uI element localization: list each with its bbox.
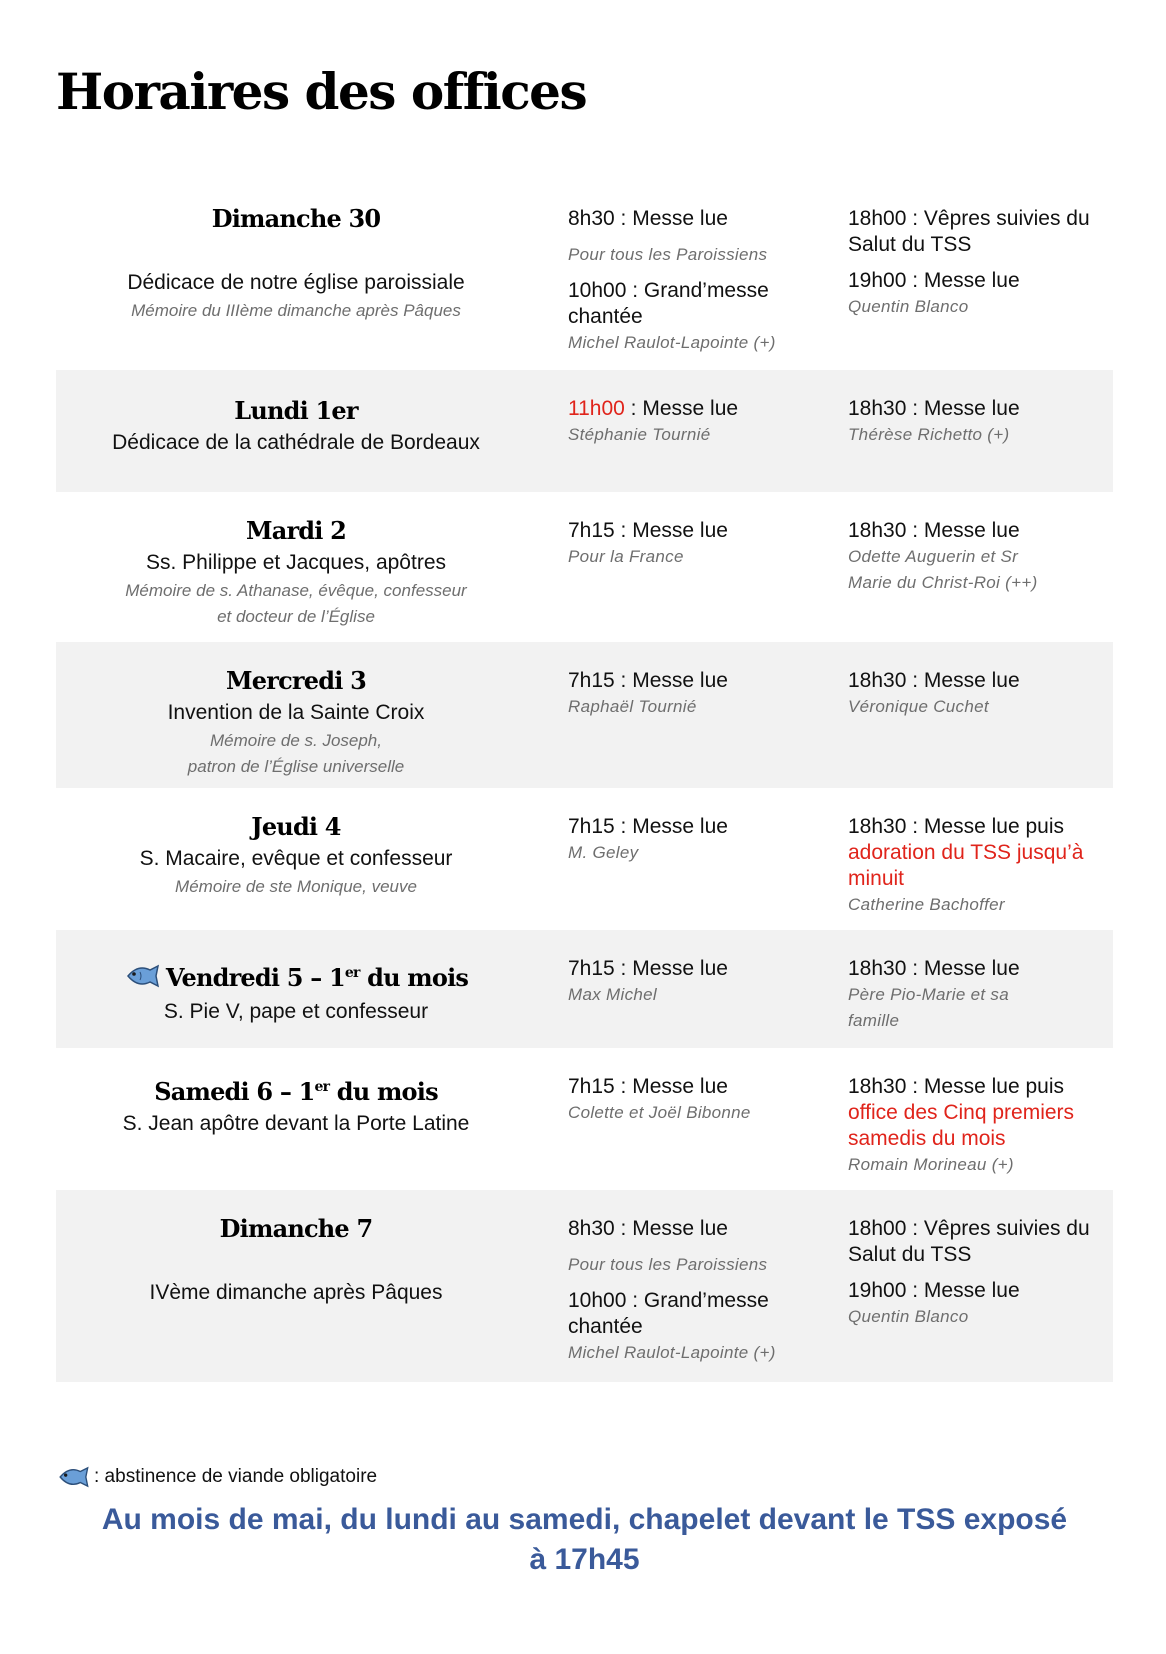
legend bbox=[56, 1466, 377, 1494]
memorial-note: Mémoire de s. Athanase, évêque, confesseur bbox=[125, 581, 467, 600]
mass-intention: Raphaël Tournié bbox=[568, 697, 697, 716]
memorial-note: Mémoire du IIIème dimanche après Pâques bbox=[131, 301, 461, 320]
service-entry: 18h30 : Messe lue bbox=[848, 397, 1020, 420]
day-name: Mercredi 3 bbox=[226, 666, 366, 695]
memorial-note: et docteur de l’Église bbox=[217, 607, 375, 626]
feast-name: Ss. Philippe et Jacques, apôtres bbox=[145, 551, 446, 574]
mass-intention: Michel Raulot-Lapointe (+) bbox=[568, 333, 776, 352]
day-row bbox=[56, 1048, 1113, 1190]
mass-intention: Max Michel bbox=[568, 985, 657, 1004]
mass-intention: Pour tous les Paroissiens bbox=[568, 1255, 768, 1274]
day-row bbox=[56, 788, 1113, 930]
mass-intention: Stéphanie Tournié bbox=[568, 425, 711, 444]
service-entry: 19h00 : Messe lue bbox=[848, 269, 1020, 292]
mass-intention: Pour la France bbox=[568, 547, 684, 566]
service-entry: 7h15 : Messe lue bbox=[568, 815, 728, 838]
feast-name: Invention de la Sainte Croix bbox=[167, 701, 425, 724]
feast-name: Dédicace de notre église paroissiale bbox=[127, 271, 465, 294]
mass-intention: Romain Morineau (+) bbox=[848, 1155, 1014, 1174]
service-entry: 18h30 : Messe lue bbox=[848, 957, 1020, 980]
day-row bbox=[56, 492, 1113, 642]
feast-name: IVème dimanche après Pâques bbox=[149, 1281, 443, 1304]
feast-name: S. Pie V, pape et confesseur bbox=[163, 999, 429, 1023]
service-entry: 18h30 : Messe lue bbox=[848, 519, 1020, 542]
feast-name: S. Jean apôtre devant la Porte Latine bbox=[122, 1112, 470, 1135]
service-entry: 10h00 : Grand’messe chantée bbox=[568, 1289, 769, 1338]
day-row bbox=[56, 1190, 1113, 1382]
day-row bbox=[56, 370, 1113, 492]
schedule-table bbox=[56, 198, 1113, 1382]
fish-icon bbox=[124, 963, 160, 997]
service-entry: 7h15 : Messe lue bbox=[568, 669, 728, 692]
mass-intention: Marie du Christ-Roi (++) bbox=[848, 573, 1038, 592]
legend-text: : abstinence de viande obligatoire bbox=[94, 1466, 378, 1487]
service-entry: 7h15 : Messe lue bbox=[568, 957, 728, 980]
memorial-note: Mémoire de s. Joseph, bbox=[210, 731, 382, 750]
memorial-note: patron de l’Église universelle bbox=[187, 757, 405, 776]
day-name: Samedi 6 – 1er du mois bbox=[154, 1077, 438, 1106]
day-name: Vendredi 5 – 1er du mois bbox=[56, 956, 536, 997]
mass-intention: Véronique Cuchet bbox=[848, 697, 989, 716]
mass-intention: Michel Raulot-Lapointe (+) bbox=[568, 1343, 776, 1362]
mass-intention: Père Pio-Marie et sa bbox=[848, 985, 1009, 1004]
mass-intention: Thérèse Richetto (+) bbox=[848, 425, 1010, 444]
service-entry: 7h15 : Messe lue bbox=[568, 1075, 728, 1098]
service-entry: 11h00 : Messe lue bbox=[568, 397, 739, 420]
service-entry: 18h00 : Vêpres suivies du Salut du TSS bbox=[848, 1217, 1090, 1266]
service-entry: 8h30 : Messe lue bbox=[568, 207, 728, 230]
office-note: office des Cinq premiers samedis du mois bbox=[848, 1101, 1075, 1150]
service-entry: 7h15 : Messe lue bbox=[568, 519, 728, 542]
page-title: Horaires des offices bbox=[56, 62, 587, 121]
day-row bbox=[56, 198, 1113, 370]
feast-name: S. Macaire, evêque et confesseur bbox=[139, 847, 453, 870]
fish-icon bbox=[56, 1466, 90, 1494]
service-entry: 18h30 : Messe lue puis adoration du TSS jusqu’à minuit bbox=[848, 815, 1084, 890]
service-entry: 18h30 : Messe lue bbox=[848, 669, 1020, 692]
adoration-note: adoration du TSS jusqu’à minuit bbox=[848, 841, 1084, 890]
feast-name: Dédicace de la cathédrale de Bordeaux bbox=[112, 431, 480, 454]
mass-intention: M. Geley bbox=[568, 843, 639, 862]
service-entry: 18h30 : Messe lue puis office des Cinq premiers samedis du mois bbox=[848, 1075, 1075, 1150]
mass-intention: Catherine Bachoffer bbox=[848, 895, 1005, 914]
mass-intention: Quentin Blanco bbox=[848, 297, 969, 316]
rosary-announcement: Au mois de mai, du lundi au samedi, chapelet devant le TSS exposé à 17h45 bbox=[101, 1503, 1068, 1576]
day-name: Dimanche 30 bbox=[211, 204, 381, 233]
mass-intention: Colette et Joël Bibonne bbox=[568, 1103, 751, 1122]
day-row bbox=[56, 642, 1113, 788]
service-entry: 10h00 : Grand’messe chantée bbox=[568, 279, 769, 328]
memorial-note: Mémoire de ste Monique, veuve bbox=[175, 877, 417, 896]
day-name: Dimanche 7 bbox=[219, 1214, 373, 1243]
service-entry: 19h00 : Messe lue bbox=[848, 1279, 1020, 1302]
service-entry: 8h30 : Messe lue bbox=[568, 1217, 728, 1240]
mass-intention: Quentin Blanco bbox=[848, 1307, 969, 1326]
day-row bbox=[56, 930, 1113, 1048]
mass-intention: famille bbox=[848, 1011, 900, 1030]
day-name: Mardi 2 bbox=[245, 516, 347, 545]
service-entry: 18h00 : Vêpres suivies du Salut du TSS bbox=[848, 207, 1090, 256]
mass-intention: Pour tous les Paroissiens bbox=[568, 245, 768, 264]
day-name: Lundi 1er bbox=[234, 396, 358, 425]
day-name: Jeudi 4 bbox=[251, 812, 341, 841]
mass-intention: Odette Auguerin et Sr bbox=[848, 547, 1019, 566]
